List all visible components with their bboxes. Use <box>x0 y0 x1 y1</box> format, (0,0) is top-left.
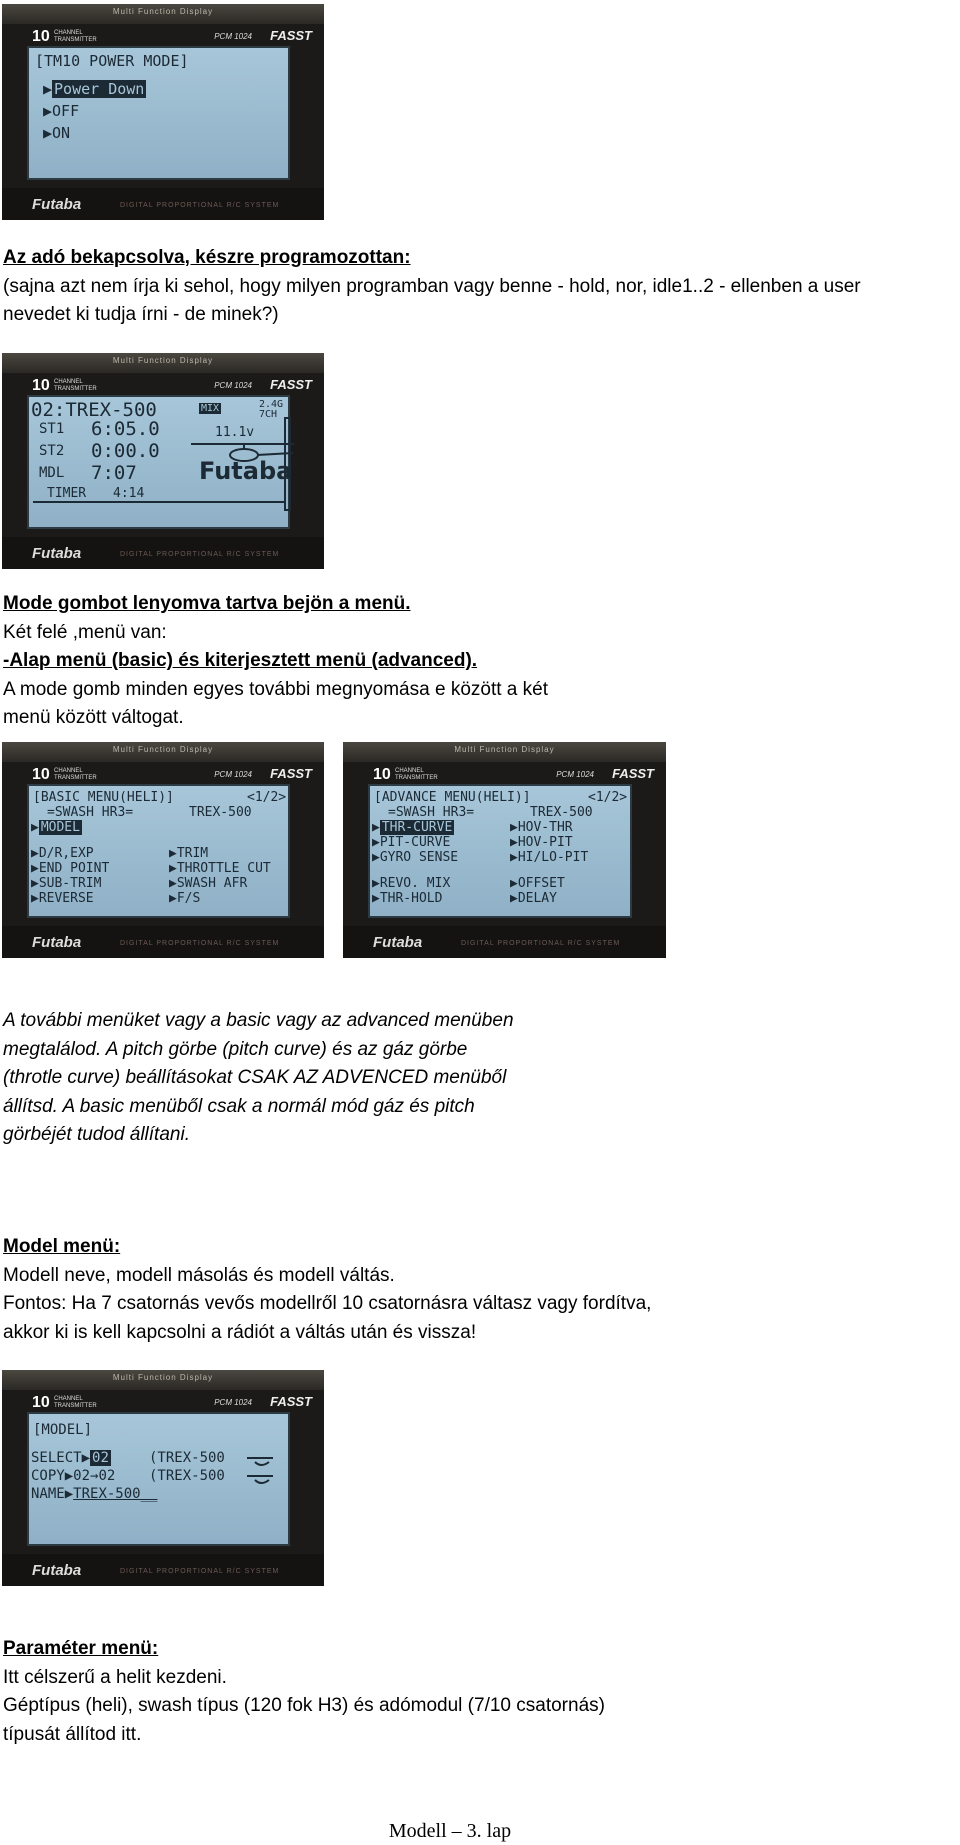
lcd-mdl-label: MDL <box>39 465 65 481</box>
lcd-model: TREX-500 <box>189 805 252 820</box>
section-heading-menu: Mode gombot lenyomva tartva bejön a menü. <box>3 593 411 614</box>
futaba-logo: Futaba <box>32 934 82 951</box>
lcd-menu-item: ▶D/R,EXP <box>31 846 94 861</box>
device-header: Multi Function Display <box>112 1373 214 1382</box>
lcd-title: [MODEL] <box>33 1422 93 1438</box>
futaba-logo: Futaba <box>32 545 82 562</box>
lcd-band-ch: 7CH <box>259 409 278 420</box>
futaba-logo: Futaba <box>373 934 423 951</box>
device-tagline: DIGITAL PROPORTIONAL R/C SYSTEM <box>120 940 280 947</box>
paragraph-line-emphasis: -Alap menü (basic) és kiterjesztett menü (advanced). <box>3 650 478 671</box>
lcd-name-row: NAME▶TREX-500__ <box>31 1486 158 1502</box>
pcm-label: PCM 1024 <box>214 381 252 390</box>
pcm-label: PCM 1024 <box>556 770 594 779</box>
lcd-menu-model: ▶ MODEL <box>31 820 80 835</box>
lcd-title: [ADVANCE MENU(HELI)] <box>374 790 531 805</box>
lcd-menu-item: ▶GYRO SENSE <box>372 850 459 865</box>
basic-menu-screenshot <box>2 742 324 958</box>
paragraph-line: (throtle curve) beállításokat CSAK AZ ADVENCED menüből <box>3 1067 507 1088</box>
lcd-menu-item: ▶REVO. MIX <box>372 876 451 891</box>
paragraph-line: megtalálod. A pitch görbe (pitch curve) és az gáz görbe <box>3 1039 468 1060</box>
device-header: Multi Function Display <box>112 745 214 754</box>
fasst-logo: FASST <box>270 766 312 781</box>
paragraph-line: típusát állítod itt. <box>3 1724 142 1745</box>
lcd-title: [TM10 POWER MODE] <box>35 52 189 70</box>
paragraph-line: Itt célszerű a helit kezdeni. <box>3 1667 227 1688</box>
lcd-mix-badge: MIX <box>201 403 220 414</box>
paragraph-line: Két felé ,menü van: <box>3 622 167 643</box>
device-header: Multi Function Display <box>112 7 214 16</box>
device-tagline: DIGITAL PROPORTIONAL R/C SYSTEM <box>120 551 280 558</box>
channel-caption: CHANNEL TRANSMITTER <box>54 768 97 781</box>
lcd-copy-name: (TREX-500 <box>149 1468 225 1484</box>
lcd-menu-item: ▶SWASH AFR <box>169 876 248 891</box>
lcd-menu-item: ▶HI/LO-PIT <box>510 850 589 865</box>
channel-count: 10 <box>373 766 391 783</box>
futaba-logo: Futaba <box>32 1562 82 1579</box>
lcd-menu-item: ▶OFFSET <box>510 876 565 891</box>
lcd-band: 2.4G <box>259 399 284 410</box>
power-mode-screenshot <box>2 4 324 220</box>
fasst-logo: FASST <box>270 1394 312 1409</box>
paragraph-line: akkor ki is kell kapcsolni a rádiót a váltás után és vissza! <box>3 1322 477 1343</box>
lcd-menu-item: ▶HOV-THR <box>510 820 573 835</box>
lcd-st1-label: ST1 <box>39 421 65 437</box>
lcd-option-power-down: ▶ Power Down <box>43 80 145 98</box>
lcd-screen <box>368 784 632 918</box>
model-menu-screenshot <box>2 1370 324 1586</box>
lcd-menu-item: ▶THROTTLE CUT <box>169 861 271 876</box>
section-heading-model-menu: Model menü: <box>3 1236 121 1257</box>
lcd-screen <box>27 46 290 180</box>
lcd-st1-value: 6:05.0 <box>91 418 160 440</box>
paragraph-line: (sajna azt nem írja ki sehol, hogy milyen programban vagy benne - hold, nor, idle1..2 - ellenben a user <box>3 276 861 297</box>
lcd-menu-thr-curve: ▶ THR-CURVE <box>372 820 453 835</box>
channel-count: 10 <box>32 766 50 783</box>
paragraph-line: menü között váltogat. <box>3 707 184 728</box>
lcd-st2-label: ST2 <box>39 443 65 459</box>
lcd-st2-value: 0:00.0 <box>91 440 160 462</box>
device-tagline: DIGITAL PROPORTIONAL R/C SYSTEM <box>120 202 280 209</box>
lcd-option-off: ▶OFF <box>43 102 80 120</box>
pcm-label: PCM 1024 <box>214 32 252 41</box>
paragraph-line: állítsd. A basic menüből csak a normál mód gáz és pitch <box>3 1096 475 1117</box>
lcd-timer-label: TIMER <box>47 486 87 501</box>
fasst-logo: FASST <box>270 377 312 392</box>
device-tagline: DIGITAL PROPORTIONAL R/C SYSTEM <box>120 1568 280 1575</box>
lcd-swash-type: =SWASH HR3= <box>47 805 134 820</box>
paragraph-line: görbéjét tudod állítani. <box>3 1124 190 1145</box>
lcd-menu-item: ▶DELAY <box>510 891 557 906</box>
paragraph-line: nevedet ki tudja írni - de minek?) <box>3 304 279 325</box>
section-heading-parameter-menu: Paraméter menü: <box>3 1638 159 1659</box>
lcd-menu-item: ▶END POINT <box>31 861 110 876</box>
paragraph-line: A mode gomb minden egyes további megnyomása e között a két <box>3 679 548 700</box>
lcd-menu-item: ▶SUB-TRIM <box>31 876 102 891</box>
channel-count: 10 <box>32 28 50 45</box>
lcd-page: <1/2> <box>588 790 628 805</box>
lcd-mdl-value: 7:07 <box>91 462 137 484</box>
lcd-menu-item: ▶THR-HOLD <box>372 891 443 906</box>
channel-caption: CHANNEL TRANSMITTER <box>54 30 97 43</box>
pcm-label: PCM 1024 <box>214 770 252 779</box>
lcd-page: <1/2> <box>247 790 287 805</box>
channel-count: 10 <box>32 377 50 394</box>
channel-count: 10 <box>32 1394 50 1411</box>
heli-symbol-icon <box>245 1452 279 1484</box>
lcd-menu-item: ▶PIT-CURVE <box>372 835 451 850</box>
lcd-screen <box>27 784 290 918</box>
device-tagline: DIGITAL PROPORTIONAL R/C SYSTEM <box>461 940 621 947</box>
paragraph-line: Fontos: Ha 7 csatornás vevős modellről 10 csatornásra váltasz vagy fordítva, <box>3 1293 652 1314</box>
paragraph-line: Modell neve, modell másolás és modell váltás. <box>3 1265 395 1286</box>
page-footer: Modell – 3. lap <box>388 1820 512 1842</box>
helicopter-icon <box>189 441 299 463</box>
home-screen-screenshot <box>2 353 324 569</box>
channel-caption: CHANNEL TRANSMITTER <box>54 1396 97 1409</box>
lcd-title: [BASIC MENU(HELI)] <box>33 790 174 805</box>
lcd-timer-value: 4:14 <box>113 486 145 501</box>
lcd-futaba-logo: Futaba <box>199 457 293 485</box>
lcd-select-name: (TREX-500 <box>149 1450 225 1466</box>
lcd-option-on: ▶ON <box>43 124 71 142</box>
lcd-select-row: SELECT▶ 02 <box>31 1450 109 1466</box>
channel-caption: CHANNEL TRANSMITTER <box>54 379 97 392</box>
lcd-menu-item: ▶TRIM <box>169 846 209 861</box>
lcd-screen <box>27 395 293 529</box>
advance-menu-screenshot <box>343 742 666 958</box>
lcd-menu-item: ▶HOV-PIT <box>510 835 573 850</box>
device-header: Multi Function Display <box>454 745 555 754</box>
section-heading-power-on: Az adó bekapcsolva, készre programozottan: <box>3 247 411 268</box>
channel-caption: CHANNEL TRANSMITTER <box>395 768 438 781</box>
fasst-logo: FASST <box>270 28 312 43</box>
lcd-copy-row: COPY▶02→02 <box>31 1468 116 1484</box>
lcd-menu-item: ▶F/S <box>169 891 201 906</box>
device-header: Multi Function Display <box>112 356 214 365</box>
futaba-logo: Futaba <box>32 196 82 213</box>
trim-bar <box>284 417 291 511</box>
lcd-model-name: 02:TREX-500 <box>31 399 157 421</box>
paragraph-line: A további menüket vagy a basic vagy az advanced menüben <box>3 1010 514 1031</box>
lcd-swash-type: =SWASH HR3= <box>388 805 475 820</box>
lcd-voltage: 11.1v <box>215 425 255 440</box>
lcd-menu-item: ▶REVERSE <box>31 891 94 906</box>
fasst-logo: FASST <box>612 766 654 781</box>
lcd-model: TREX-500 <box>530 805 593 820</box>
paragraph-line: Géptípus (heli), swash típus (120 fok H3) és adómodul (7/10 csatornás) <box>3 1695 605 1716</box>
lcd-screen <box>27 1412 290 1546</box>
pcm-label: PCM 1024 <box>214 1398 252 1407</box>
